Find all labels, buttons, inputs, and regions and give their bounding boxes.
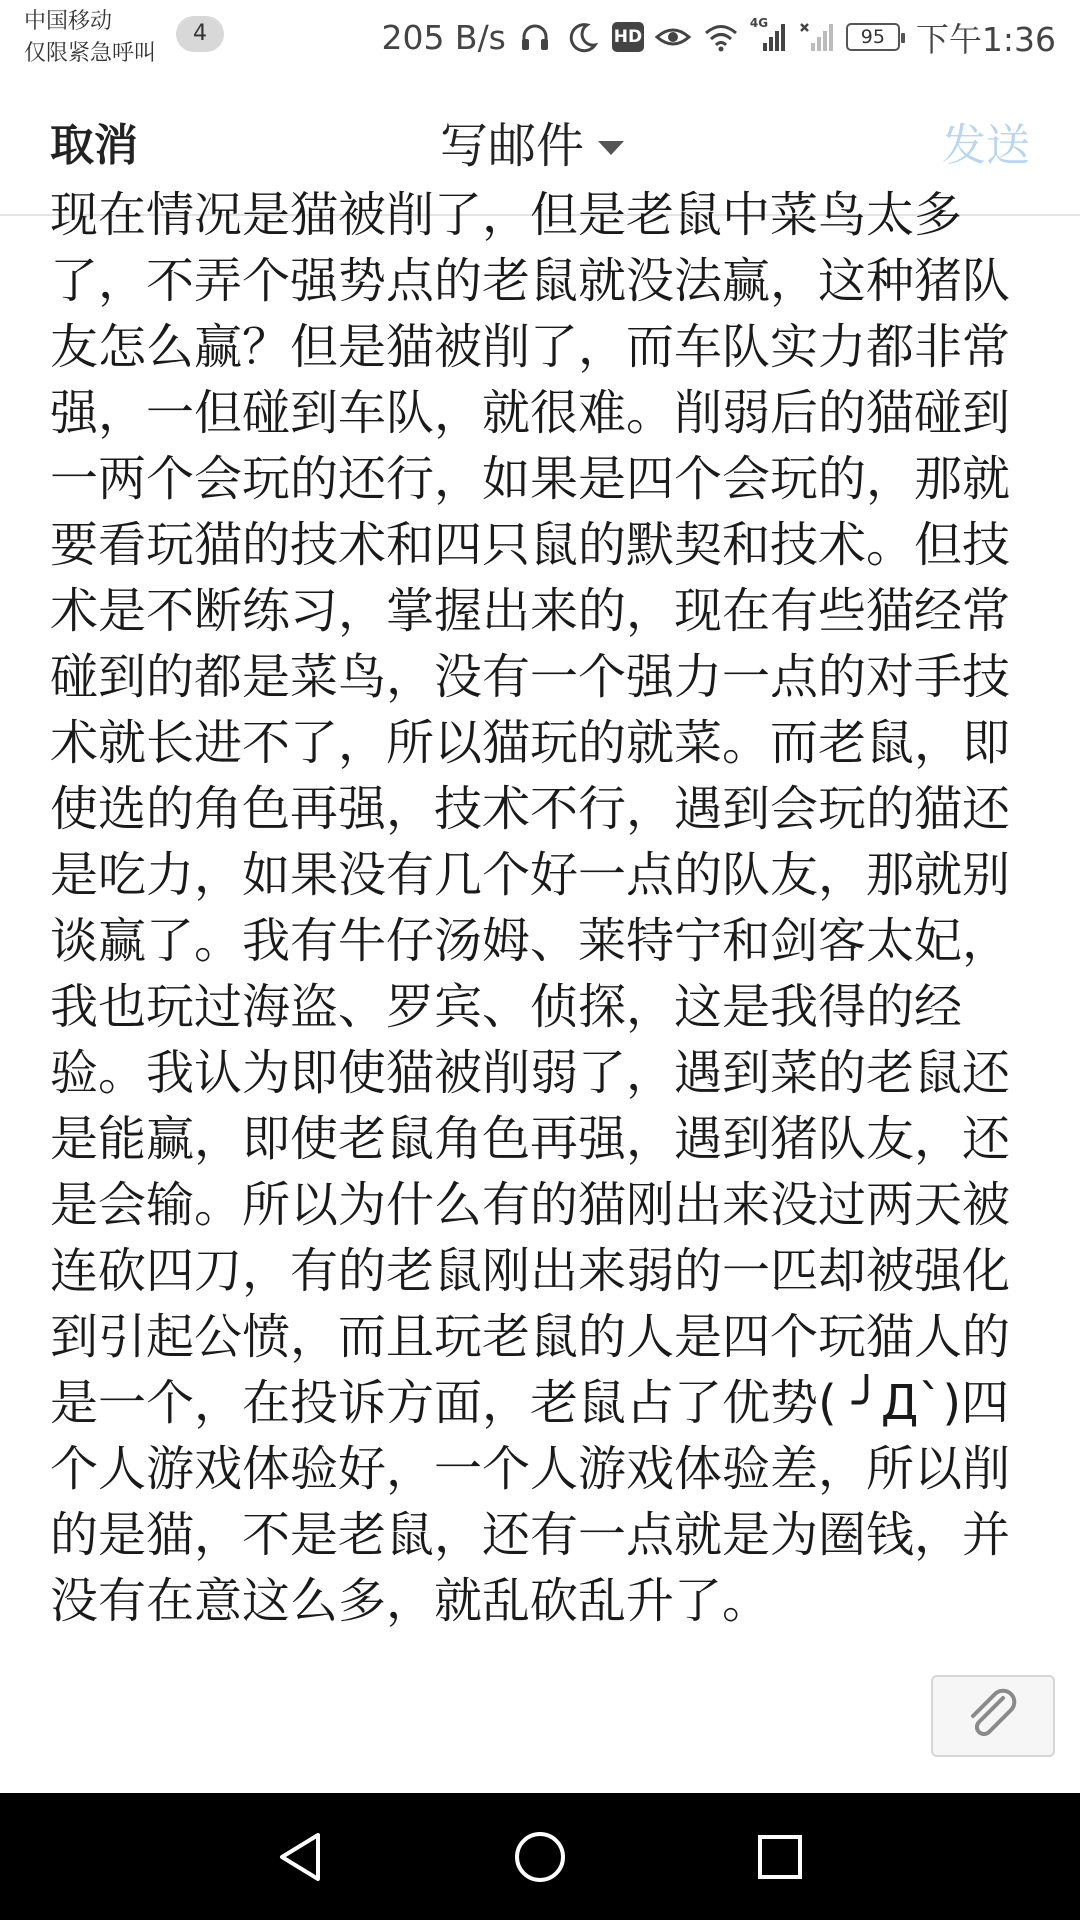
signal-4g-icon	[750, 18, 788, 56]
clock-time: 下午1:36	[915, 19, 1056, 59]
recents-square-icon[interactable]	[740, 1817, 820, 1897]
status-bar	[0, 0, 1080, 76]
carrier-note: 仅限紧急呼叫	[24, 41, 157, 66]
battery-icon	[846, 23, 900, 51]
page-title: 写邮件	[440, 118, 585, 174]
attachment-button[interactable]	[931, 1675, 1055, 1757]
network-type-label: 4G	[749, 16, 769, 30]
email-body-text[interactable]: 现在情况是猫被削了，但是老鼠中菜鸟太多了，不弄个强势点的老鼠就没法赢，这种猪队友怎么赢？但是猫被削了，而车队实力都非常强，一但碰到车队，就很难。削弱后的猫碰到一两个会玩的还行，如果是四个会玩的，那就要看玩猫的技术和四只鼠的默契和技术。但技术是不断练习，掌握出来的，现在有些猫经常碰到的都是菜鸟，没有一个强力一点的对手技术就长进不了，所以猫玩的就菜。而老鼠，即使选的角色再强，技术不行，遇到会玩的猫还是吃力，如果没有几个好一点的队友，那就别谈赢了。我有牛仔汤姆、莱特宁和剑客太妃，我也玩过海盗、罗宾、侦探，这是我得的经验。我认为即使猫被削弱了，遇到菜的老鼠还是能赢，即使老鼠角色再强，遇到猪队友，还是会输。所以为什么有的猫刚出来没过两天被连砍四刀，有的老鼠刚出来弱的一匹却被强化到引起公愤，而且玩老鼠的人是四个玩猫人的是一个，在投诉方面，老鼠占了优势( ╯Д`)四个人游戏体验好，一个人游戏体验差，所以削的是猫，不是老鼠，还有一点就是为圈钱，并没有在意这么多，就乱砍乱升了。	[50, 187, 1011, 1629]
compose-body-area[interactable]	[0, 187, 1080, 1793]
moon-icon	[564, 18, 602, 56]
signal-no-sim-icon	[798, 18, 836, 56]
status-right-group	[381, 12, 1056, 62]
send-button[interactable]: 发送	[942, 120, 1030, 171]
headphones-icon	[516, 18, 554, 56]
home-circle-icon[interactable]	[500, 1817, 580, 1897]
compose-type-selector[interactable]	[440, 116, 624, 176]
notification-count-badge: 4	[176, 16, 224, 52]
chevron-down-icon	[598, 141, 624, 155]
carrier-name: 中国移动	[24, 9, 113, 34]
system-nav-bar	[0, 1793, 1080, 1920]
back-triangle-icon[interactable]	[260, 1817, 340, 1897]
carrier-info	[24, 6, 184, 70]
hd-icon: HD	[612, 22, 644, 52]
battery-level: 95	[860, 26, 885, 48]
paperclip-icon	[963, 1688, 1023, 1744]
network-speed: 205 B/s	[381, 17, 506, 57]
eye-icon	[654, 18, 692, 56]
cancel-button[interactable]: 取消	[50, 120, 138, 171]
wifi-icon	[702, 18, 740, 56]
